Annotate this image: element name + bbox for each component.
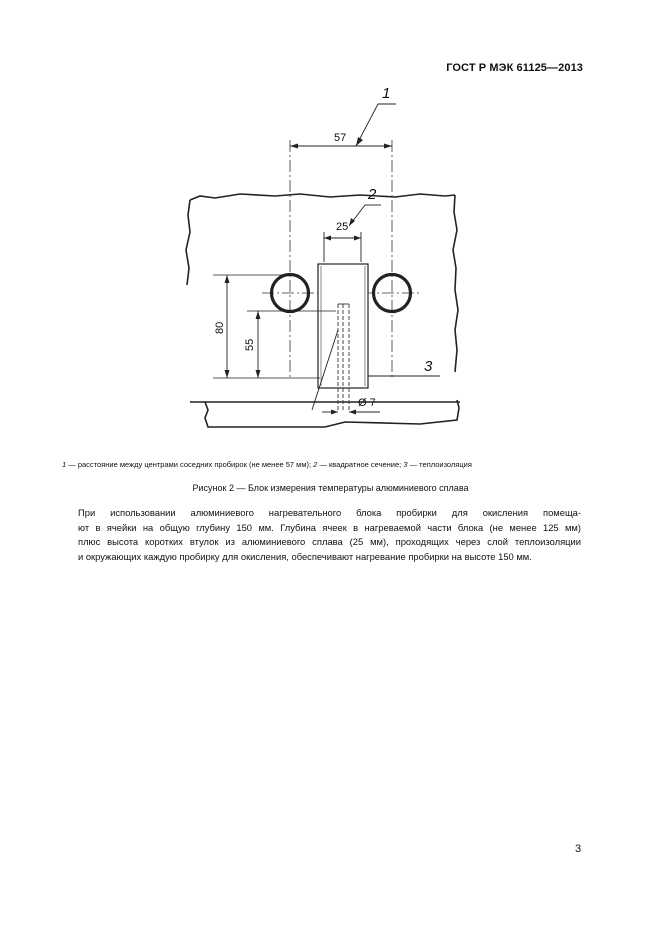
drawing-svg [0,0,661,460]
paragraph-line: плюс высота коротких втулок из алюминиевого сплава (25 мм), проходящих через слой теплоизоляции [78,536,581,547]
legend-text-1: — расстояние между центрами соседних пробирок (не менее 57 мм); [66,460,314,469]
callout-2: 2 [368,186,377,203]
legend-text-2: — квадратное сечение; [317,460,404,469]
technical-drawing [0,0,661,460]
block-top-edge [190,194,455,200]
figure-caption: Рисунок 2 — Блок измерения температуры алюминиевого сплава [192,483,469,493]
paragraph-line: и окружающих каждую пробирку для окисления, обеспечивают нагревание пробирки на высоте 150 мм. [78,550,532,562]
legend-text-3: — теплоизоляция [407,460,472,469]
page-number: 3 [575,843,582,855]
dimension-25: 25 [336,221,349,233]
dimension-57: 57 [334,132,347,144]
dimension-55: 55 [244,338,256,351]
paragraph-line: ют в ячейки на общую глубину 150 мм. Глубина ячеек в нагреваемой части блока (не менее 125 мм) [78,521,581,533]
callout-1: 1 [382,85,391,102]
legend-number-3: 3 [403,460,408,469]
legend-number-2: 2 [313,460,318,469]
document-header: ГОСТ Р МЭК 61125—2013 [446,62,583,74]
figure-legend [62,460,602,470]
callout-3: 3 [424,358,433,375]
block-right-edge [453,195,458,372]
dimension-diameter-7: Ø 7 [358,397,376,409]
block-left-edge [186,200,190,285]
legend-number-1: 1 [62,460,67,469]
paragraph-line: При использовании алюминиевого нагревательного блока пробирки для окисления помеща- [78,507,581,518]
dimension-80: 80 [214,321,226,334]
body-paragraph [78,506,581,564]
